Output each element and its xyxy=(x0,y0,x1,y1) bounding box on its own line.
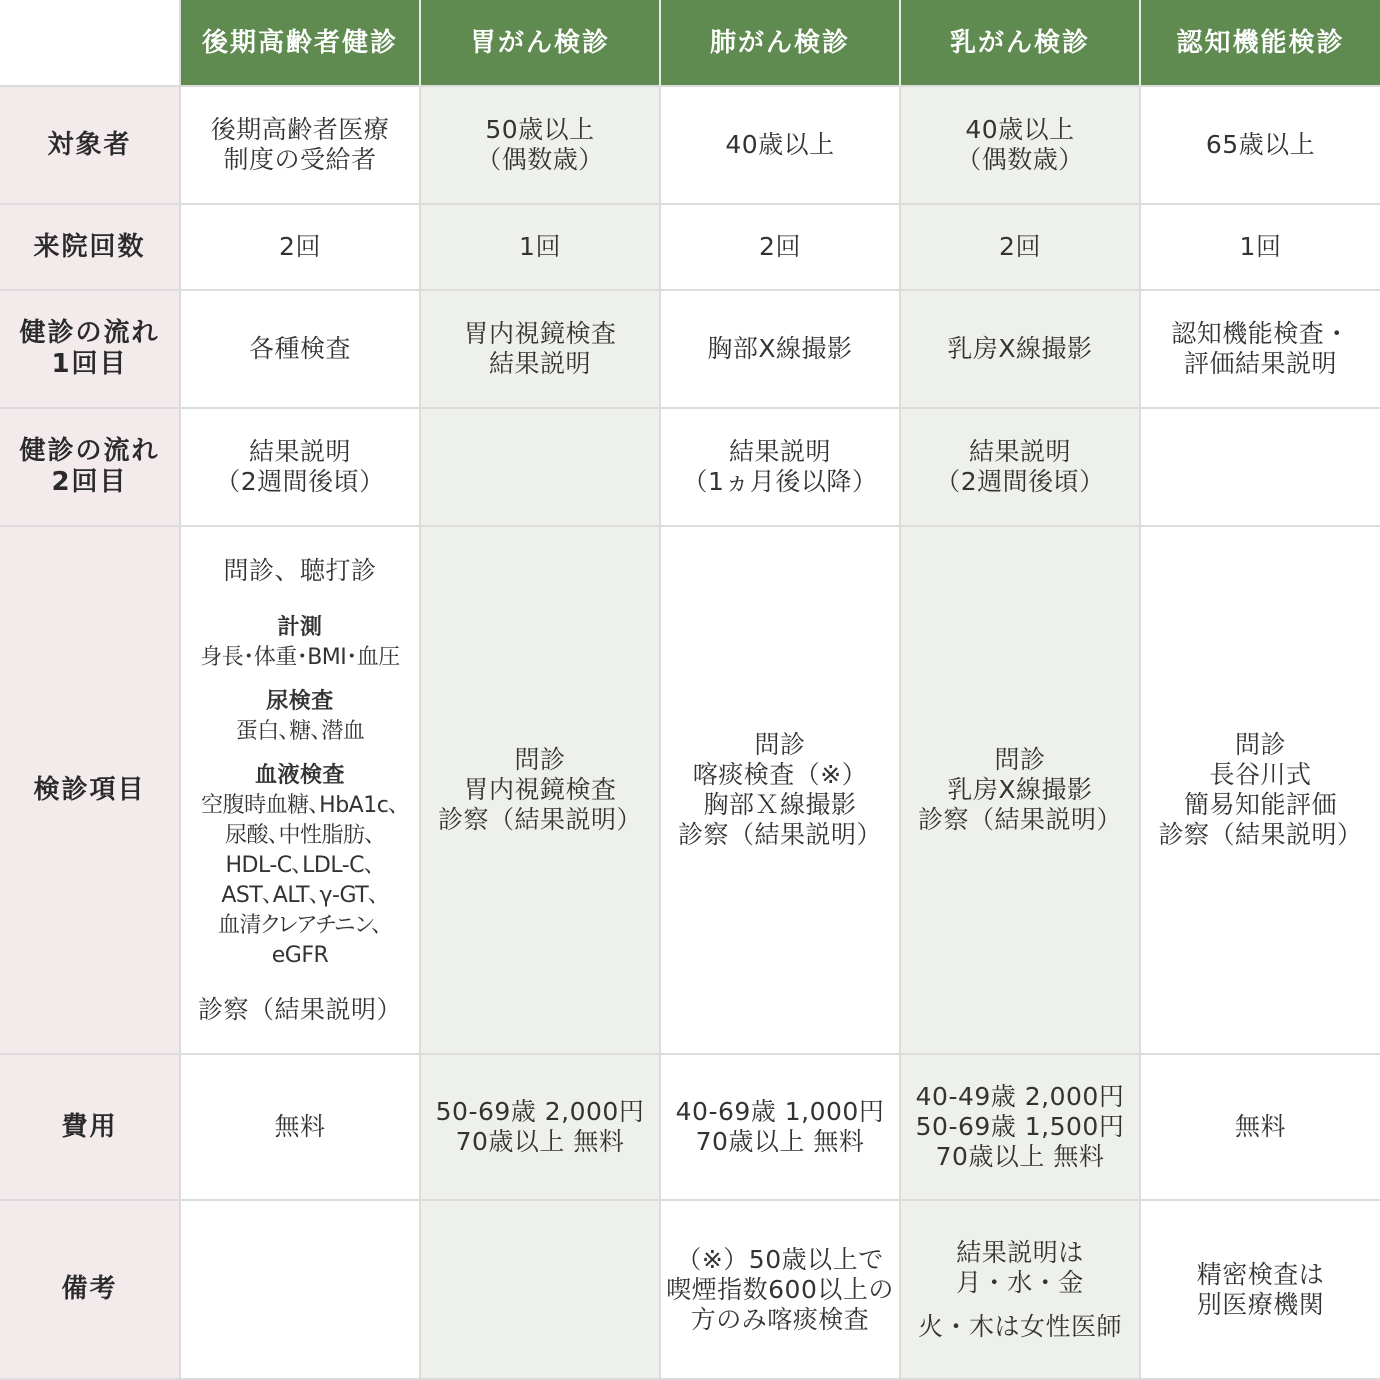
cell-fee-lung xyxy=(661,1055,901,1201)
cell-line: 診察（結果説明） xyxy=(437,805,642,834)
item-group-title: 血液検査 xyxy=(254,762,345,788)
row-header-label: 健診の流れ xyxy=(19,436,160,466)
item-group-line: 身長・体重・BMI・血圧 xyxy=(200,644,400,670)
cell-remarks-stomach xyxy=(421,1201,661,1380)
cell-line: 火・木は女性医師 xyxy=(917,1311,1122,1341)
cell-flow-second-lung xyxy=(661,409,901,527)
item-group-line: 尿酸、中性脂肪、 xyxy=(224,822,375,848)
cell-target-lung xyxy=(661,87,901,205)
cell-line: 問診、聴打診 xyxy=(223,555,377,585)
cell-target-breast xyxy=(901,87,1141,205)
cell-line: 制度の受給者 xyxy=(223,145,377,174)
row-header-visits xyxy=(0,205,181,291)
cell-visits-lung xyxy=(661,205,901,291)
cell-items-breast xyxy=(901,527,1141,1055)
cell-flow-first-cognitive xyxy=(1141,291,1380,409)
cell-line: （偶数歳） xyxy=(956,145,1084,174)
cell-line: 40歳以上 xyxy=(965,115,1075,144)
cell-line: 40歳以上 xyxy=(725,130,835,159)
cell-line: 40-69歳 1,000円 xyxy=(675,1097,885,1126)
cell-fee-cognitive xyxy=(1141,1055,1380,1201)
cell-line: 2回 xyxy=(759,232,801,261)
cell-fee-stomach xyxy=(421,1055,661,1201)
cell-line: （2週間後頃） xyxy=(935,467,1105,496)
cell-flow-second-cognitive xyxy=(1141,409,1380,527)
item-group-blood xyxy=(201,761,399,971)
cell-remarks-elderly xyxy=(181,1201,421,1380)
cell-line: （1ヵ月後以降） xyxy=(682,467,878,496)
corner-cell xyxy=(0,0,181,87)
cell-line: 70歳以上 無料 xyxy=(455,1127,625,1156)
cell-fee-breast xyxy=(901,1055,1141,1201)
column-header-cognitive xyxy=(1141,0,1380,87)
cell-flow-first-elderly xyxy=(181,291,421,409)
cell-line: 乳房X線撮影 xyxy=(947,334,1093,363)
cell-line: （2週間後頃） xyxy=(215,467,385,496)
item-group-line: AST、ALT、γ-GT、 xyxy=(221,882,379,908)
column-header-label: 認知機能検診 xyxy=(1176,27,1345,58)
cell-line: （偶数歳） xyxy=(476,145,604,174)
row-header-label: 費用 xyxy=(61,1111,118,1142)
item-group-line: HDL-C、LDL-C、 xyxy=(225,852,375,878)
cell-flow-first-lung xyxy=(661,291,901,409)
column-header-label: 乳がん検診 xyxy=(949,27,1090,58)
cell-flow-second-elderly xyxy=(181,409,421,527)
cell-line: 無料 xyxy=(1234,1112,1286,1141)
cell-line: 無料 xyxy=(274,1112,326,1141)
cell-line: 65歳以上 xyxy=(1205,130,1316,159)
item-group-measurement xyxy=(200,613,400,673)
row-header-label: 健診の流れ xyxy=(19,318,160,348)
cell-line: 乳房X線撮影 xyxy=(947,775,1093,804)
cell-visits-cognitive xyxy=(1141,205,1380,291)
cell-flow-first-breast xyxy=(901,291,1141,409)
cell-target-stomach xyxy=(421,87,661,205)
cell-items-stomach xyxy=(421,527,661,1055)
row-header-label: 2回目 xyxy=(51,467,128,497)
item-group-line: 蛋白、糖、潜血 xyxy=(235,718,365,744)
cell-line: 50-69歳 1,500円 xyxy=(915,1112,1125,1141)
cell-line: 精密検査は xyxy=(1196,1259,1325,1289)
cell-line: 1回 xyxy=(519,232,561,261)
row-header-flow-first xyxy=(0,291,181,409)
cell-line: 問診 xyxy=(1234,730,1286,759)
column-header-label: 胃がん検診 xyxy=(469,27,610,58)
cell-line: 簡易知能評価 xyxy=(1183,790,1337,819)
cell-line: 月・水・金 xyxy=(956,1267,1084,1297)
cell-items-cognitive xyxy=(1141,527,1380,1055)
column-header-breast xyxy=(901,0,1141,87)
row-header-target xyxy=(0,87,181,205)
row-header-label: 検診項目 xyxy=(33,774,146,805)
cell-line: 喀痰検査（※） xyxy=(692,760,868,789)
column-header-label: 後期高齢者健診 xyxy=(201,27,398,58)
cell-line: （※）50歳以上で xyxy=(676,1244,884,1274)
column-header-label: 肺がん検診 xyxy=(709,27,850,58)
cell-target-elderly xyxy=(181,87,421,205)
cell-line: 胸部X線撮影 xyxy=(707,334,853,363)
cell-line: 認知機能検査・ xyxy=(1171,319,1350,348)
cell-line: 2回 xyxy=(999,232,1041,261)
item-group-title: 計測 xyxy=(277,614,323,640)
cell-line: 胃内視鏡検査 xyxy=(463,319,617,348)
item-group-urine xyxy=(236,687,365,747)
cell-flow-first-stomach xyxy=(421,291,661,409)
cell-line: 各種検査 xyxy=(248,334,351,363)
cell-line: 結果説明 xyxy=(728,437,831,466)
cell-line: 別医療機関 xyxy=(1196,1289,1325,1319)
cell-line: 1回 xyxy=(1239,232,1282,261)
cell-line: 評価結果説明 xyxy=(1183,349,1337,378)
row-header-label: 備考 xyxy=(61,1274,118,1304)
item-group-line: eGFR xyxy=(271,942,329,968)
cell-line: 2回 xyxy=(279,232,321,261)
cell-line: 50-69歳 2,000円 xyxy=(435,1097,645,1126)
cell-line: 結果説明 xyxy=(248,437,351,466)
cell-line: 70歳以上 無料 xyxy=(935,1142,1105,1171)
cell-line: 問診 xyxy=(994,745,1046,774)
cell-visits-stomach xyxy=(421,205,661,291)
cell-fee-elderly xyxy=(181,1055,421,1201)
item-group-line: 血清クレアチニン、 xyxy=(217,912,383,938)
cell-line: 50歳以上 xyxy=(485,115,595,144)
cell-remarks-breast xyxy=(901,1201,1141,1380)
row-header-label: 1回目 xyxy=(51,349,128,379)
cell-line: 長谷川式 xyxy=(1209,760,1312,789)
row-header-remarks xyxy=(0,1201,181,1380)
item-group-title: 尿検査 xyxy=(266,688,334,714)
row-header-flow-second xyxy=(0,409,181,527)
cell-items-elderly xyxy=(181,527,421,1055)
row-header-label: 来院回数 xyxy=(33,231,146,262)
cell-remarks-lung xyxy=(661,1201,901,1380)
cell-visits-breast xyxy=(901,205,1141,291)
cell-line: 診察（結果説明） xyxy=(197,994,402,1024)
cell-line: 診察（結果説明） xyxy=(1158,820,1363,849)
cell-line: 結果説明 xyxy=(488,349,591,378)
cell-line: 70歳以上 無料 xyxy=(695,1127,865,1156)
cell-line: 方のみ喀痰検査 xyxy=(690,1304,870,1334)
cell-flow-second-stomach xyxy=(421,409,661,527)
cell-line: 胸部Ｘ線撮影 xyxy=(703,790,857,819)
column-header-lung xyxy=(661,0,901,87)
cell-items-lung xyxy=(661,527,901,1055)
cell-target-cognitive xyxy=(1141,87,1380,205)
cell-line: 結果説明は xyxy=(956,1237,1084,1267)
cell-line: 診察（結果説明） xyxy=(677,820,882,849)
column-header-elderly xyxy=(181,0,421,87)
cell-remarks-cognitive xyxy=(1141,1201,1380,1380)
cell-line: 喫煙指数600以上の xyxy=(666,1274,894,1304)
row-header-items xyxy=(0,527,181,1055)
cell-line: 問診 xyxy=(754,730,806,759)
cell-line: 結果説明 xyxy=(968,437,1071,466)
row-header-label: 対象者 xyxy=(47,129,132,160)
cell-line: 胃内視鏡検査 xyxy=(463,775,617,804)
cell-flow-second-breast xyxy=(901,409,1141,527)
row-header-fee xyxy=(0,1055,181,1201)
cell-visits-elderly xyxy=(181,205,421,291)
cell-line: 40-49歳 2,000円 xyxy=(915,1082,1125,1111)
column-header-stomach xyxy=(421,0,661,87)
cell-line: 問診 xyxy=(514,745,566,774)
cell-line: 後期高齢者医療 xyxy=(210,115,390,144)
item-group-line: 空腹時血糖、HbA1c、 xyxy=(201,792,399,818)
cell-line: 診察（結果説明） xyxy=(917,805,1122,834)
